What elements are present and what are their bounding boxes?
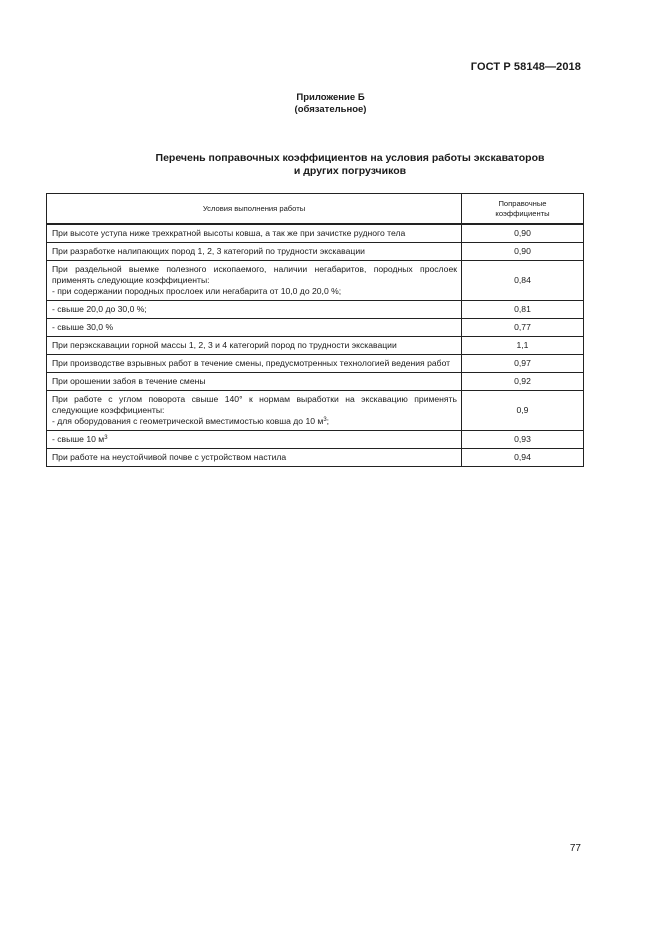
coefficient-cell: 0,81 xyxy=(462,301,584,319)
condition-cell xyxy=(47,301,462,319)
appendix-label: Приложение Б xyxy=(296,92,365,103)
condition-subitem: - свыше 20,0 до 30,0 %; xyxy=(52,304,147,314)
header-condition: Условия выполнения работы xyxy=(47,194,462,225)
condition-subitem-tail: ; xyxy=(326,416,330,426)
condition-cell xyxy=(47,355,462,373)
table-row xyxy=(47,373,584,391)
header-coefficient-line-2: коэффициенты xyxy=(495,208,550,218)
appendix-heading xyxy=(0,92,661,116)
condition-text: При работе на неустойчивой почве с устройством настила xyxy=(52,452,287,462)
page-number: 77 xyxy=(569,843,581,854)
condition-cell xyxy=(47,319,462,337)
condition-text: При высоте уступа ниже трехкратной высоты ковша, а так же при зачистке рудного тела xyxy=(52,228,406,238)
condition-text: При раздельной выемке полезного ископаемого, наличии негабаритов, породных прослоек применять следующие коэффициенты: xyxy=(52,264,457,285)
table-row xyxy=(47,243,584,261)
condition-subitem xyxy=(52,434,457,445)
condition-subitem-text: - для оборудования с геометрической вместимостью ковша до 10 м xyxy=(52,416,324,426)
superscript-exponent: 3 xyxy=(104,435,108,441)
condition-cell xyxy=(47,224,462,243)
coefficient-cell: 1,1 xyxy=(462,337,584,355)
header-coefficient xyxy=(462,194,584,225)
table-row xyxy=(47,391,584,431)
condition-subitem: - свыше 30,0 % xyxy=(52,322,114,332)
coefficient-cell: 0,90 xyxy=(462,224,584,243)
table-row xyxy=(47,319,584,337)
coefficient-cell: 0,90 xyxy=(462,243,584,261)
coefficient-cell: 0,94 xyxy=(462,449,584,467)
table-row xyxy=(47,355,584,373)
condition-text: При перэкскавации горной массы 1, 2, 3 и 4 категорий пород по трудности экскавации xyxy=(52,340,397,350)
condition-text: При производстве взрывных работ в течение смены, предусмотренных технологией ведения работ xyxy=(52,358,451,368)
table-row xyxy=(47,431,584,449)
coefficient-cell: 0,84 xyxy=(462,261,584,301)
condition-cell xyxy=(47,391,462,431)
document-code: ГОСТ Р 58148—2018 xyxy=(470,61,581,73)
table-row xyxy=(47,337,584,355)
condition-cell xyxy=(47,261,462,301)
table-row xyxy=(47,224,584,243)
table-title xyxy=(70,152,630,178)
condition-subitem xyxy=(52,416,457,427)
condition-cell xyxy=(47,449,462,467)
table-header-row xyxy=(47,194,584,225)
condition-cell xyxy=(47,373,462,391)
coefficient-cell: 0,9 xyxy=(462,391,584,431)
table-row xyxy=(47,301,584,319)
condition-text: При разработке налипающих пород 1, 2, 3 категорий по трудности экскавации xyxy=(52,246,365,256)
superscript-exponent: 3 xyxy=(323,417,327,423)
condition-cell xyxy=(47,337,462,355)
coefficient-cell: 0,77 xyxy=(462,319,584,337)
coefficients-table xyxy=(46,193,584,467)
table-row xyxy=(47,261,584,301)
header-coefficient-line-1: Поправочные xyxy=(498,198,547,208)
coefficient-cell: 0,97 xyxy=(462,355,584,373)
table-title-line-1: Перечень поправочных коэффициентов на условия работы экскаваторов xyxy=(155,152,545,164)
condition-text: При работе с углом поворота свыше 140° к нормам выработки на экскавацию применять следующие коэффициенты: xyxy=(52,394,457,415)
condition-text: При орошении забоя в течение смены xyxy=(52,376,206,386)
table-row xyxy=(47,449,584,467)
table-title-line-2: и других погрузчиков xyxy=(293,165,407,177)
coefficient-cell: 0,93 xyxy=(462,431,584,449)
condition-subitem-text: - свыше 10 м xyxy=(52,434,105,444)
condition-cell xyxy=(47,431,462,449)
condition-subitem: - при содержании породных прослоек или негабарита от 10,0 до 20,0 %; xyxy=(52,286,342,296)
coefficient-cell: 0,92 xyxy=(462,373,584,391)
condition-cell xyxy=(47,243,462,261)
appendix-status: (обязательное) xyxy=(294,104,367,115)
